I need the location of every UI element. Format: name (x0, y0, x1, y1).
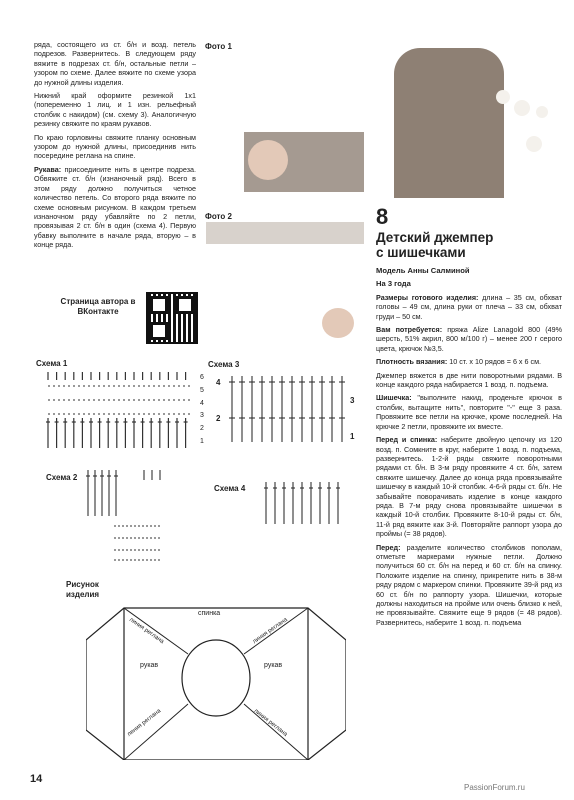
raglan-label: линия реглана (127, 616, 165, 646)
paragraph-body: присоедините нить в центре подреза. Обвяжите ст. б/н (изнаночный ряд). Всего в этом ряду должно получиться четное количество петель. Со второго ряда вяжите по схеме основным рисунком. В каждом третьем изнаночном ряду убавляйте по 2 петли, провязывая 2 ст. б/н в один (схема 4). Первую убавку выполните в начале ряда, вторую – в конце ряда. (34, 164, 196, 250)
sleeve-left-label: рукав (140, 662, 159, 669)
scheme-2-grid (84, 468, 184, 564)
main-photo-jumper (376, 40, 562, 198)
pattern-title-line2: с шишечками (376, 245, 466, 260)
row-number: 6 (200, 374, 204, 381)
paragraph-body: длина – 35 см, обхват головы – 49 см, длина руки от плеча – 33 см, обхват груди – 50 см. (376, 292, 562, 321)
right-text-column (376, 266, 562, 631)
section-lead: Размеры готового изделия: (376, 292, 479, 302)
product-drawing (86, 580, 346, 760)
drawing-label: Рисунок изделия (66, 580, 100, 599)
paragraph: По краю горловины свяжите планку основным узором до нужной длины, присоединив нить посередине реглана на спине. (34, 132, 196, 161)
raglan-label: линия реглана (252, 708, 289, 738)
model-author: Модель Анны Салминой (376, 266, 470, 275)
paragraph-body: "выполните накид, проденьте крючок в столбик, вытащите нить", повторите "-" еще 3 раза. Провяжите все петли на крючке, кроме последней. На крючке 2 петли, провяжите их вместе. (376, 393, 562, 431)
title-block (376, 230, 562, 260)
paragraph (34, 165, 196, 250)
scheme4-label: Схема 4 (214, 484, 246, 493)
paragraph-body: наберите двойную цепочку из 120 возд. п. Сомкните в круг, наберите 1 возд. п. подъема, развернитесь. 1-2-й ряды свяжите поворотными рядами ст. б/н. В 3-м ряду провяжите 4 ст. б/н, затем свяжите шишечку. Далее до конца ряда провязывайте шишечку в каждый 10-й столбик. 4-6-й ряды ст. б/н. Не забывайте поворачивать изделие в конце каждого ряда. В 7-м ряду снова провязывайте шишечки в каждый 10-й столбик. Провяжите 8-10-й ряды ст. б/н, 11-й ряд вяжите как 3-й. Повторяйте раппорт узора до проймы (= 38 рядов). (376, 435, 562, 539)
row-number: 2 (200, 425, 204, 433)
scheme-1 (44, 372, 214, 450)
pattern-number: 8 (376, 204, 389, 229)
author-page-label: Страница автора в ВКонтакте (60, 297, 136, 316)
scheme1-row-numbers (200, 372, 204, 449)
paragraph (376, 293, 562, 321)
raglan-label: линия реглана (126, 708, 163, 738)
photo-1 (244, 40, 364, 192)
row-number: 5 (200, 386, 204, 394)
row-number: 1 (200, 437, 204, 445)
qr-code[interactable] (146, 292, 198, 344)
paragraph (376, 325, 562, 353)
paragraph-body: разделите количество столбиков пополам, отметьте маркерами нужные петли. Должно получиться 60 ст. б/н на перед и 60 ст. б/н на спинку. Положите изделие на спинку, прикрепите нить в 38-м ряду рядом с маркером спинки. Провяжите 39-й ряд из 60 ст. б/н по раппорту узора. Шишечки, которые должны находиться на пройме или очень близко к ней, не провязывайте. Свяжите еще 9 рядов (= 48 рядов). Развернитесь, наберите 1 возд. п. подъема (376, 542, 562, 627)
photo2-label: Фото 2 (205, 212, 232, 221)
row-number: 4 (200, 399, 204, 407)
row-number: 4 (216, 378, 221, 387)
site-watermark: PassionForum.ru (464, 783, 525, 792)
paragraph-body: пряжа Alize Lanagold 800 (49% шерсть, 51% акрил, 800 м/100 г) – менее 200 г серого цвета, крючок №3,5. (376, 325, 562, 353)
paragraph (376, 435, 562, 538)
photo1-label: Фото 1 (205, 42, 232, 51)
pattern-title-line1: Детский джемпер (376, 230, 494, 245)
row-number: 3 (200, 412, 204, 420)
paragraph (376, 393, 562, 431)
row-number: 2 (216, 414, 221, 423)
sleeve-right-label: рукав (264, 662, 283, 669)
scheme2-label: Схема 2 (46, 473, 78, 482)
paragraph: Джемпер вяжется в две нити поворотными рядами. В конце каждого ряда набирается 1 возд. п. подъема. (376, 370, 562, 390)
scheme1-label: Схема 1 (36, 359, 68, 368)
raglan-label: линия реглана (251, 616, 289, 646)
scheme3-label: Схема 3 (208, 360, 240, 369)
scheme-3-grid (226, 372, 366, 446)
paragraph (376, 357, 562, 366)
scheme-2 (84, 468, 184, 564)
section-lead: Рукава: (34, 164, 62, 174)
product-outline (86, 580, 346, 760)
paragraph: ряда, состоящего из ст. б/н и возд. петель подрезов. Развернитесь. В следующем ряду вяжите в подрезах ст. б/н, остальные петли – узором по схеме. Далее вяжите по схеме узора до нужной длины изделия. (34, 40, 196, 87)
scheme-4-grid (262, 478, 346, 528)
page-number: 14 (30, 773, 43, 785)
row-number: 3 (350, 396, 355, 405)
photo-2 (206, 222, 364, 344)
paragraph-body: 10 ст. х 10 рядов = 6 х 6 см. (447, 357, 542, 367)
section-lead: Вам потребуется: (376, 325, 443, 335)
paragraph (376, 543, 562, 628)
scheme-3 (216, 372, 366, 446)
section-lead: Шишечка: (376, 393, 412, 403)
section-lead: Перед: (376, 542, 401, 552)
paragraph: Нижний край оформите резинкой 1х1 (попеременно 1 лиц. и 1 изн. рельефный столбик с накидом) (см. схему 3). Аналогичную резинку свяжите по краям рукавов. (34, 91, 196, 129)
age: На 3 года (376, 279, 411, 289)
row-number: 1 (350, 432, 355, 441)
section-lead: Перед и спинка: (376, 435, 438, 445)
left-text-column (34, 40, 196, 254)
scheme-4 (262, 478, 346, 528)
back-label: спинка (198, 610, 221, 617)
scheme-1-grid (44, 372, 214, 450)
section-lead: Плотность вязания: (376, 357, 448, 367)
